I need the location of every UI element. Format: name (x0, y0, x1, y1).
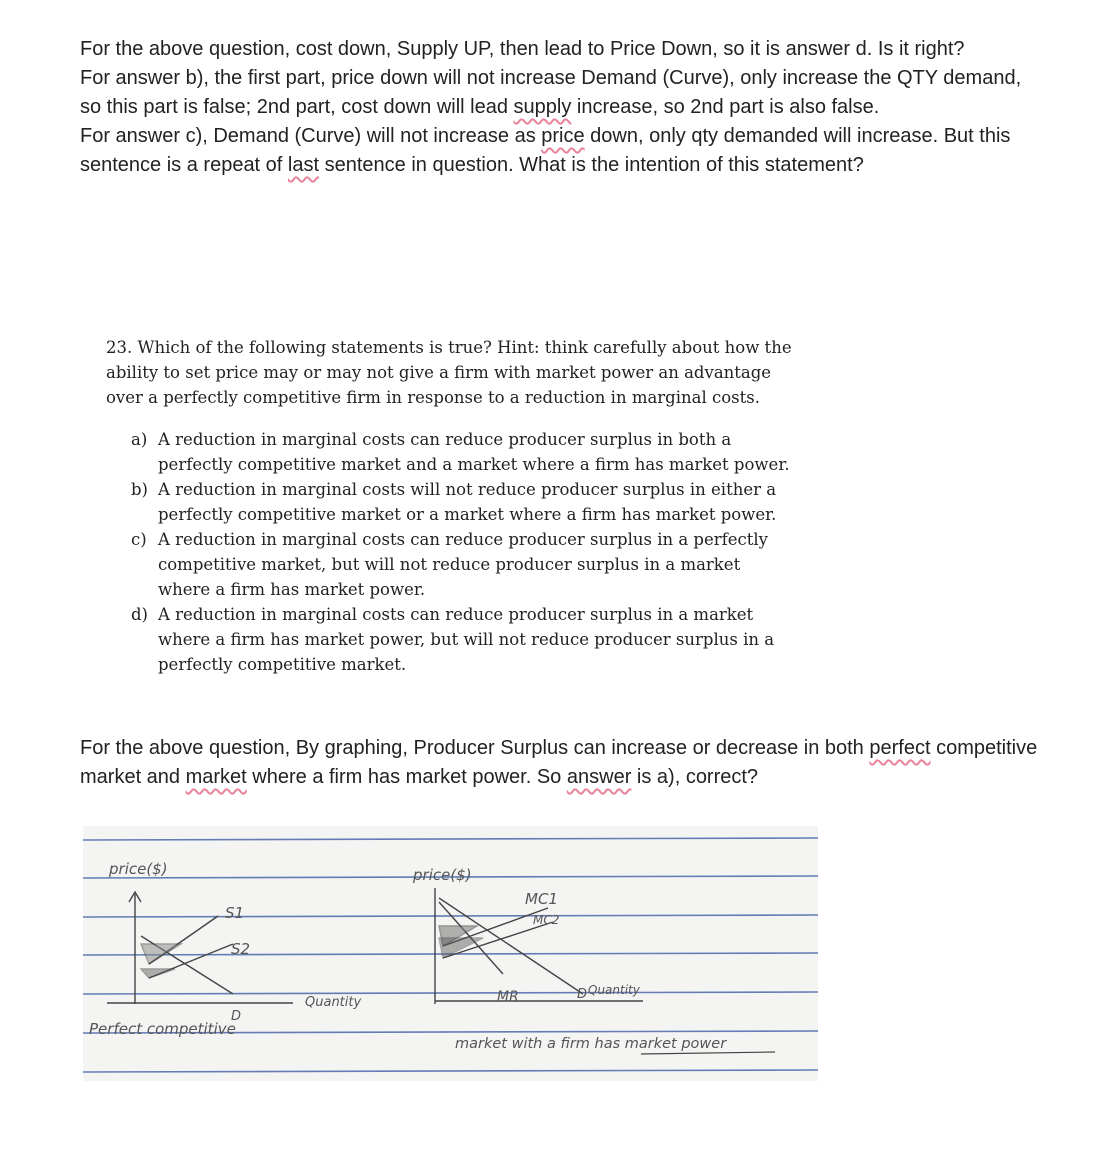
right-caption: market with a firm has market power (455, 1036, 727, 1052)
option-letter: b) (131, 480, 148, 499)
label-demand-left: D (231, 1009, 242, 1024)
label-s2: S2 (231, 940, 251, 958)
text-segment: increase, so 2nd part is also false. (571, 96, 880, 118)
spellcheck-flagged-word: market (185, 766, 247, 788)
spellcheck-flagged-word: supply (513, 96, 572, 118)
text-segment: For answer b), the first part, price down will not increase Demand (Curve), only increase the QTY demand, so this part is false; 2nd part, cost down will lead (80, 67, 1022, 118)
answer-option-a (131, 427, 796, 477)
label-s1: S1 (225, 904, 245, 922)
label-mr: MR (497, 989, 519, 1005)
question-23 (106, 335, 796, 677)
answer-options (106, 427, 796, 677)
left-y-axis-label: price($) (109, 860, 168, 878)
text-segment: For answer c), Demand (Curve) will not increase as (80, 125, 542, 147)
question-stem: 23. Which of the following statements is true? Hint: think carefully about how the ability to set price may or may not give a firm with market power an advantage over a perfectly competitive firm in response to a reduction in marginal costs. (106, 338, 792, 407)
answer-option-b (131, 477, 796, 527)
left-caption: Perfect competitive (89, 1020, 236, 1038)
option-letter: a) (131, 430, 148, 449)
option-text: A reduction in marginal costs can reduce producer surplus in both a perfectly competitive market and a market where a firm has market power. (158, 430, 790, 474)
comment-paragraph-2 (80, 734, 1040, 792)
answer-option-d (131, 602, 796, 677)
right-x-axis-label: Quantity (588, 983, 640, 997)
right-y-axis-label: price($) (413, 866, 472, 884)
option-letter: d) (131, 605, 148, 624)
text-segment: For the above question, cost down, Supply UP, then lead to Price Down, so it is answer d. Is it right? (80, 38, 965, 60)
spellcheck-flagged-word: answer (566, 766, 632, 788)
text-segment: down, only qty demanded will increase. But this sentence is a repeat of (80, 125, 1011, 176)
label-mc2: MC2 (533, 913, 560, 927)
spellcheck-flagged-word: price (541, 125, 585, 147)
comment-paragraph-1 (80, 35, 1040, 180)
option-text: A reduction in marginal costs can reduce producer surplus in a market where a firm has market power, but will not reduce producer surplus in a perfectly competitive market. (158, 605, 775, 674)
text-segment: where a firm has market power. So (246, 766, 567, 788)
answer-option-c (131, 527, 796, 602)
text-segment: For the above question, By graphing, Producer Surplus can increase or decrease in both (80, 737, 870, 759)
text-segment: competitive market and (80, 737, 1038, 788)
label-mc1: MC1 (525, 890, 558, 908)
text-segment: is a), correct? (631, 766, 759, 788)
text-segment: sentence in question. What is the intention of this statement? (319, 154, 864, 176)
option-text: A reduction in marginal costs will not reduce producer surplus in either a perfectly competitive market or a market where a firm has market power. (158, 480, 777, 524)
label-demand-right: D (577, 987, 588, 1002)
left-x-axis-label: Quantity (305, 995, 362, 1010)
spellcheck-flagged-word: last (287, 154, 320, 176)
option-text: A reduction in marginal costs can reduce producer surplus in a perfectly competitive market, but will not reduce producer surplus in a market where a firm has market power. (158, 530, 768, 599)
handwritten-graph-photo (83, 826, 818, 1081)
spellcheck-flagged-word: perfect (869, 737, 931, 759)
option-letter: c) (131, 530, 147, 549)
